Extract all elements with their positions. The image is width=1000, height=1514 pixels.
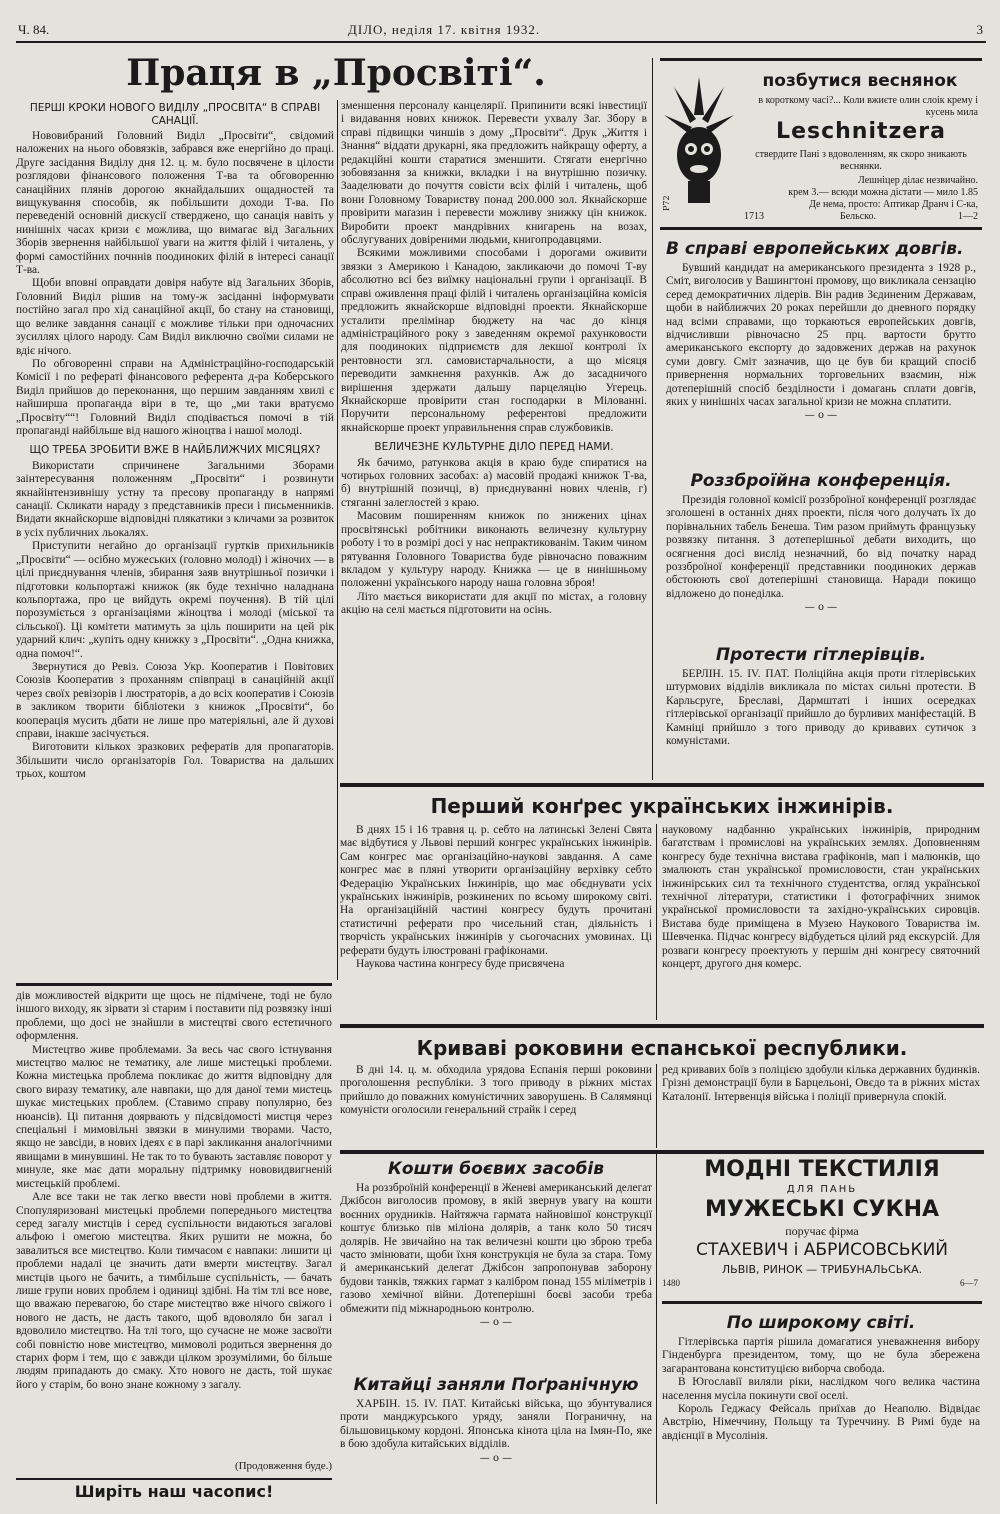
- freckle-cream-ad: [660, 58, 982, 230]
- main-paragraph: Літо мається використати для акції по містах, а головну акцію на селі мається підготовити на осінь.: [341, 590, 647, 617]
- main-paragraph: По обговоренні справи на Адміністраційно-господарській Комісії і по рефераті фінансового референта д-ра Коберського Виділ прийшов до переконання, що першим завданням хвилі є найширша пропаганда віри в те, що „ми таки вратуємо „Просвіту““! Головний Виділ сподівається помочі в тій пропаганді найбільше від нашого жіноцтва і нашої молоді.: [16, 357, 334, 437]
- main-paragraph: Звернутися до Ревіз. Союза Укр. Кооператив і Повітових Союзів Кооператив з проханням співпраці в санаційній акції через своїх ревізорів і люстраторів, а до всіх кооператив і Союзів в закликом творити бібліотеки з книжок „Просвіти“, бо кооперація мусить дбати не лише про матеріяльні, але й духові справи, інакше засічується.: [16, 660, 334, 740]
- masthead-title: ДІЛО, неділя 17. квітня 1932.: [348, 22, 541, 37]
- engineers-col-right: [662, 824, 980, 1020]
- weapons-article: [340, 1158, 652, 1370]
- textile-line: поручає фірма: [785, 1224, 859, 1238]
- main-paragraph: Використати спричинене Загальними Зборами заінтересування положенням „Просвіти“ і розвинути якнайінтензивнішу устну та пресову пропаганду в напрямі санації. Скликати нараду з представників преси і письменників. Видати якнайскорше відповідні плякатики з кличами за розвиток в усіх публичних льокалях.: [16, 459, 334, 539]
- art-paragraph: Мистецтво живе проблемами. За весь час свого істнування мистецтво малює не тематику, але лише мистецькі проблеми. Кожна мистецька проблема покликає до життя відповідну для свого виразу тематику, але навпаки, що для даної теми мистець шукає мистецьких проблем. (Ставимо справу популярно, без нюансів). Ці питання доярвають у підсвідомості мистця через спеціальні і мимовільні звязки в минулими творами. Часто, якщо не завсіди, в нових ідеях є в парі закликання аналогічними явищами в минувшині. Не так то то бувають заставляє поворот у минуле, яке має дати моральну підтримку нововидвигненій мистецькій проблемі.: [16, 1043, 332, 1190]
- disarm-title: Роззброїйна конференція.: [690, 471, 952, 491]
- main-paragraph: Щоби вповні оправдати довіря набуте від Загальних Зборів, Головний Виділ рішив на тому-ж засіданні інформувати постійно загал про хід санаційної акції, бо стану на становищі, що велике завдання санації є можливе тільки при одночасних зусиллях цілого народу. Сам Виділ виключно своїми силами не вдіє нічого.: [16, 277, 334, 357]
- section-rule: [340, 783, 984, 787]
- ad-line: Лешніцер ділає незвичайно.: [858, 175, 978, 186]
- weapons-title: Кошти боєвих засобів: [387, 1159, 605, 1179]
- debts-text: Бувший кандидат на американського президента з 1928 р., Сміт, виголосив у Вашингтоні промову, що викликала сензацію серед демократичних лідерів. Він радив Зєдиненим Державам, щоби в найближчих 20 роках перейшли до дневного порядку над всіми справами, що торкаються европейських довгів, відчисливши рівночасно 25 прц. вартости брутто американського експорту до задовжених держав на рахунок суми довгу. Сміт зазначив, що це був би кращий спосіб привернення нормальних торговельних взаємин, ніж дотеперішній спосіб безділности і домагань сплати довгів, яких у нинішніх часах загальної кризи не можна сплатити.: [666, 262, 976, 409]
- spain-text: В дні 14. ц. м. обходила урядова Еспанія перші роковини проголошення республіки. З того приводу в ріжних містах прийшло до поважних комуністичних заворушень. В Салямянці комуністи оголосили генеральний страйк і серед: [340, 1064, 652, 1117]
- disarm-article: [666, 470, 976, 640]
- ornament: — o —: [804, 410, 838, 422]
- china-article: [340, 1374, 652, 1508]
- main-headline: Праця в „Просвіті“.: [126, 52, 546, 94]
- hitler-article: [666, 644, 976, 778]
- textile-address: ЛЬВІВ, РИНОК — ТРИБУНАЛЬСЬКА.: [721, 1263, 923, 1276]
- ad-city: Бельско.: [840, 211, 877, 222]
- spain-col-left: [340, 1064, 652, 1150]
- ad-line: крем 3.— всюди можна дістати — мило 1.85: [788, 187, 978, 198]
- ornament: — o —: [804, 602, 838, 614]
- main-paragraph: Приступити негайно до організації гуртків прихильників „Просвіти“ — осібно мужеських (головно молоді) і жіночих — в цілі приєднування членів, збирання заяв внутрішньої позички і підготовки кольпортажі книжок (як буде технічно наладнана кольпортажа, про це вийдуть окремі поучення). В тій цілі порозуміється з організаціями жіноцтва і молоді (міської та сільської). Ці комітети матимуть за ціль поширити на цей рік ударний клич: „купіть одну книжку з „Просвіти“. „Одна книжка, одна помоч!“.: [16, 540, 334, 660]
- section-rule: [340, 1150, 984, 1154]
- engineers-title: Перший конґрес українських інжинірів.: [430, 794, 894, 818]
- ad-brand: Leschnitzera: [776, 119, 946, 144]
- world-text: Гітлерівська партія рішила домагатися уневажнення вибору Гінденбурга президентом, тому, що не була збережена загарантована конституцією виборча свобода.: [662, 1336, 980, 1375]
- promo-slogan: Ширіть наш часопис!: [74, 1482, 274, 1501]
- section-rule: [340, 1024, 984, 1028]
- column-rule: [656, 1154, 657, 1504]
- disarm-text: Президія головної комісії роззброїної конференції розглядає зголошені в останніх днях проекти, після чого долучать їх до порівнальних табель Бенеша. Тим разом приймуть французьку розвязку питання. З дотеперішньої дебати виходить, що осягнення досі вислід незначний, бо від початку нарад роззброїної конференції представники поодиноких держав обстоюють свої дотеперішні становища. Наради покищо відложено до понеділка.: [666, 494, 976, 600]
- art-paragraph: Але все таки не так легко ввести нові проблеми в життя. Спопуляризовані мистецькі проблеми попереднього мистецтва серед загалу мистців і серед суспільности видаються загалові альфою і омегою мистецтва. Яких рушити не можна, бо завалиться все мистецтво. Коли тимчасом є навпаки: лишити ці проблеми надалі це значить дати вмерти мистецтву. Загал мистців цього не бачить, а тимбільше суспільність, — бачать лише групи нових проблем і одиниці здібні. На тім тлі все нове, що вважаю перевагою, бо старе мистецтво вже нічого свіжого і нового не дасть, не дасть такого, щоб вдоволяло би загал і вдоволило мистецтво. На тлі того, що сучасне не може засвоїти собі повністю нове мистецтво, мимоволі родиться звернення до старих форм і тем, що є завжди цілком зрозумілими, бо більше людям припадають до смаку. Хто нового не дасть, той шукає його у старім, бо воно знане кожному з загалу.: [16, 1191, 332, 1391]
- textile-footer: [662, 1278, 982, 1292]
- spain-text: ред кривавих боїв з поліцією здобули кілька державних будинків. Грізні демонстрації були в Барцельоні, Овєдо та в ріжних містах Каталонії. Інтервенція війська і поліції привернула спокій.: [662, 1064, 980, 1103]
- main-paragraph: Виготовити кількох зразкових рефератів для пропагаторів. Збільшити число організаторів Гол. Товариства на дальших трьох, коштом: [16, 741, 334, 781]
- ad-tag: P72: [662, 195, 671, 211]
- spain-title: Криваві роковини еспанської республики.: [416, 1036, 908, 1060]
- ad-line: в короткому часі?... Коли вжиєте олин слоік крему і кусень мила: [758, 95, 978, 118]
- spain-col-right: [662, 1064, 980, 1150]
- engineers-text: науковому надбанню українських інжинірів, природним багатствам і промислові на українських землях. Доповненням конгресу буде технічна вистава графіконів, мап і малюнків, що змалюють стан української промисловости, стан українських інжинірських сил та технічного студентства, огляд української технічної літератури, статистики і фотографічних знимок української промисловости та західно-українських сировців. Вистава буде приміщена в Музею Наукового Товариства ім. Шевченка. Підчас конгресу відбудеться цілий ряд екскурсій. Для розваги конгресу проектують у першім дні конгресу святочний концерт, другого дня комерс.: [662, 824, 980, 971]
- ad-code: 1480: [662, 1278, 680, 1288]
- issue-number: Ч. 84.: [18, 22, 50, 37]
- main-paragraph: Масовим поширенням книжок по знижених цінах просвітянські робітники виконають величезну культурну роботу і то в розмірі досі у нас непрактикованім. Таким чином рятування Головного Товариства буде рівночасно поважним вкладом у культуру народу. Книжка — це в нинішньому положенні українського народу наша головна зброя!: [341, 510, 647, 590]
- main-subhead-2: ЩО ТРЕБА ЗРОБИТИ ВЖЕ В НАЙБЛИЖЧИХ МІСЯЦЯХ?: [29, 444, 321, 457]
- world-article: [662, 1312, 980, 1508]
- ad-footer: [744, 211, 978, 222]
- art-paragraph: дів можливостей відкрити ще щось не підмічене, тоді не було іншого виходу, як зірвати зі старим і поставити під розвязку інші проблеми, що досі не знайшли в мистецтві свого естетичного оформлення.: [16, 990, 332, 1043]
- column-rule: [656, 824, 657, 1020]
- section-rule: [16, 983, 332, 986]
- ad-title: позбутися веснянок: [762, 71, 958, 91]
- engineers-col-left: [340, 824, 652, 1020]
- ornament: — o —: [479, 1317, 513, 1329]
- hitler-text: БЕРЛІН. 15. IV. ПАТ. Поліційна акція проти гітлерівських штурмових відділів викликала по містах сильні протести. В Карльсруге, Бреславі, Дармштаті і інших осередках гітлерівської організації прийшло до бурливих маніфестацій. В Камніці прийшло з того приводу до кривавих сутичок з комуністами.: [666, 668, 976, 748]
- main-subhead-1: ПЕРШІ КРОКИ НОВОГО ВИДІЛУ „ПРОСВІТА“ В СПРАВІ САНАЦІЇ.: [29, 102, 321, 127]
- main-paragraph: Як бачимо, ратункова акція в краю буде спиратися на чотирьох головних засобах: а) масовій продажі книжок Т-ва, б) внутрішній позичці, в) приєднуванні нових членів, г) стяганні залеглостей з краю.: [341, 456, 647, 509]
- masthead: [18, 22, 983, 40]
- column-rule: [337, 100, 338, 980]
- page-number: 3: [976, 22, 983, 37]
- main-paragraph: Всякими можливими способами і дорогами оживити звязки з Америкою і Канадою, закликаючи до помочі Т-ву абсолютно всі без виїмку національні групи і організації. В справі оживлення праці філій і читалень організаційна комісія предложить якнайскорше відповідні проекти. Якнайскорше усталити прелімінар бюджету на час до кінця адміністраційного року з заведенням окремої рахунковости для поодиноких підприємств для лекшої контролі їх рентовности згл. самовистарчальности, а що місяця переводити замкнення рахунків. Аж до засадничого вирішення здержати дальшу парцеляцію Угерець. Якнайскорше провірити стан господарки в Мілованні. Поручити персональному референтові предложити якнайскорше проект управильнення справ службовиків.: [341, 247, 647, 434]
- column-rule: [652, 58, 653, 780]
- debts-article: [666, 238, 976, 470]
- ad-edition: 1—2: [958, 211, 978, 222]
- art-article: [16, 990, 332, 1458]
- engineers-text: В днях 15 і 16 травня ц. р. себто на латинські Зелені Свята має відбутися у Львові перший конгрес українських інжинірів. Сам конгрес має організаційно-наукові завдання. А саме конгрес має в пляні утворити організаційну верхівку себто Федерацію Українських Інжинірів, що має обєднувати усіх українських інжинірів, розкинених по всьому широкому світі. На організаційній частині конгресу будуть прочитані статистичні реферати про чисельний стан, діяльність і творчість українських інжинірів у сьогочасних умовинах. Ці реферати будуть ілюстровані графіконами.: [340, 824, 652, 957]
- debts-title: В справі европейських довгів.: [666, 239, 964, 259]
- weapons-text: На роззброїній конференції в Женеві американський делегат Джібсон виголосив промову, в якій звернув увагу на кошти воєнних орудників. Найтяжча гармата найновішої конструкції коштує близько пів міліона долярів, а танк коло 50 тисяч долярів. Не звичайно на так величезні кошти цю зброю треба часто змінювати, щоби їхня конструкція не була за стара. Тому й американський делегат Джібсон запропонував заборону будови танків, тяжких гармат з калібром понад 155 міліметрів і газово хемічної війни. Дотеперішні боєві засоби треба обмежити під міжнародньою контролю.: [340, 1182, 652, 1315]
- textile-line: МОДНІ ТЕКСТИЛІЯ: [704, 1157, 940, 1182]
- sunburst-icon: [664, 77, 734, 133]
- hitler-title: Протести гітлерівців.: [715, 645, 927, 665]
- world-title: По широкому світі.: [726, 1313, 916, 1333]
- world-text: Король Геджасу Фейсаль приїхав до Неаполю. Відвідає Австрію, Німеччину, Польщу та Туреччину. В Римі буде на авдієнції в Мусолінія.: [662, 1403, 980, 1442]
- main-col-1: [16, 100, 334, 980]
- ad-line: Де нема, просто: Аптикар Дранч і С-ка,: [809, 199, 978, 210]
- textile-firm: СТАХЕВИЧ і АБРИСОВСЬКИЙ: [695, 1240, 949, 1260]
- china-text: ХАРБІН. 15. IV. ПАТ. Китайські війська, що збунтувалися проти манджурського уряду, заняли Пограничну, на більшовицькому кордоні. Японська кінота ціла на Імян-По, яке в бою здобула китайських відділів.: [340, 1398, 652, 1451]
- textile-line: ДЛЯ ПАНЬ: [786, 1184, 858, 1195]
- ad-line: ствердите Пані з вдоволенням, як скоро зникають веснянки.: [755, 149, 967, 172]
- section-rule: [16, 1478, 332, 1480]
- world-text: В Югославії виляли ріки, наслідком чого велика частина населення мусіла покинути свої оселі.: [662, 1376, 980, 1402]
- main-paragraph: Нововибраний Головний Виділ „Просвіти“, свідомий наложених на нього обовязків, забрався вже енергійно до праці. Друге засідання Виділу дня 12. ц. м. було посвячене в цілости розглядови фінансового положення Т-ва та обговоренню санаційних плянів дорогою якнайдальших ощадностей та вищукування способів, як побільшити доходи Т-ва. По переведеній основній дискусії стверджено, що санація навіть у нинішніх часах кризи є можлива, що вимагає від Загальних Зборів звернення найбільшої уваги на життя філій і читалень, у формі самостійних почннів поодиноких філій в інтересі санації Т-ва.: [16, 130, 334, 277]
- china-title: Китайці заняли Поґранічную: [353, 1375, 639, 1395]
- textile-ad: [662, 1156, 982, 1304]
- engineers-text: Наукова частина конгресу буде присвячена: [356, 958, 565, 971]
- textile-line: МУЖЕСЬКІ СУКНА: [704, 1197, 940, 1222]
- ad-edition: 6—7: [960, 1278, 978, 1288]
- mask-illustration: [664, 75, 734, 215]
- continued-note: (Продовження буде.): [234, 1460, 332, 1472]
- main-col-2: [341, 100, 647, 780]
- main-paragraph: зменшення персоналу канцелярії. Припинити всякі інвестиції і видавання нових книжок. Перевести ухвалу Заг. Збору в справі підвищки чиншів з дому „Просвіти“. Друк „Життя і Знання“ віддати друкарні, яка предложить найкращу оферту, а редакційні кошти старатися зменшити. Стягати енергічно зобовязання за книжки, вкладки і на внутрішню позичку. Зааделювати до почуття совісти всіх філій і читалень, щоб вони Головному Товариству понад 200.000 зол. Якнайскорше провірити маґазин і перевести можливу знижку цін книжок. Виробити проект мандрівних книгарень на возах, обслугуваних довіреними людьми, книгопродавцями.: [341, 100, 647, 247]
- masthead-rule: [16, 41, 986, 43]
- ad-code: 1713: [744, 211, 764, 222]
- main-subhead-3: ВЕЛИЧЕЗНЕ КУЛЬТУРНЕ ДІЛО ПЕРЕД НАМИ.: [374, 441, 614, 454]
- column-rule: [656, 1064, 657, 1148]
- ornament: — o —: [479, 1452, 513, 1464]
